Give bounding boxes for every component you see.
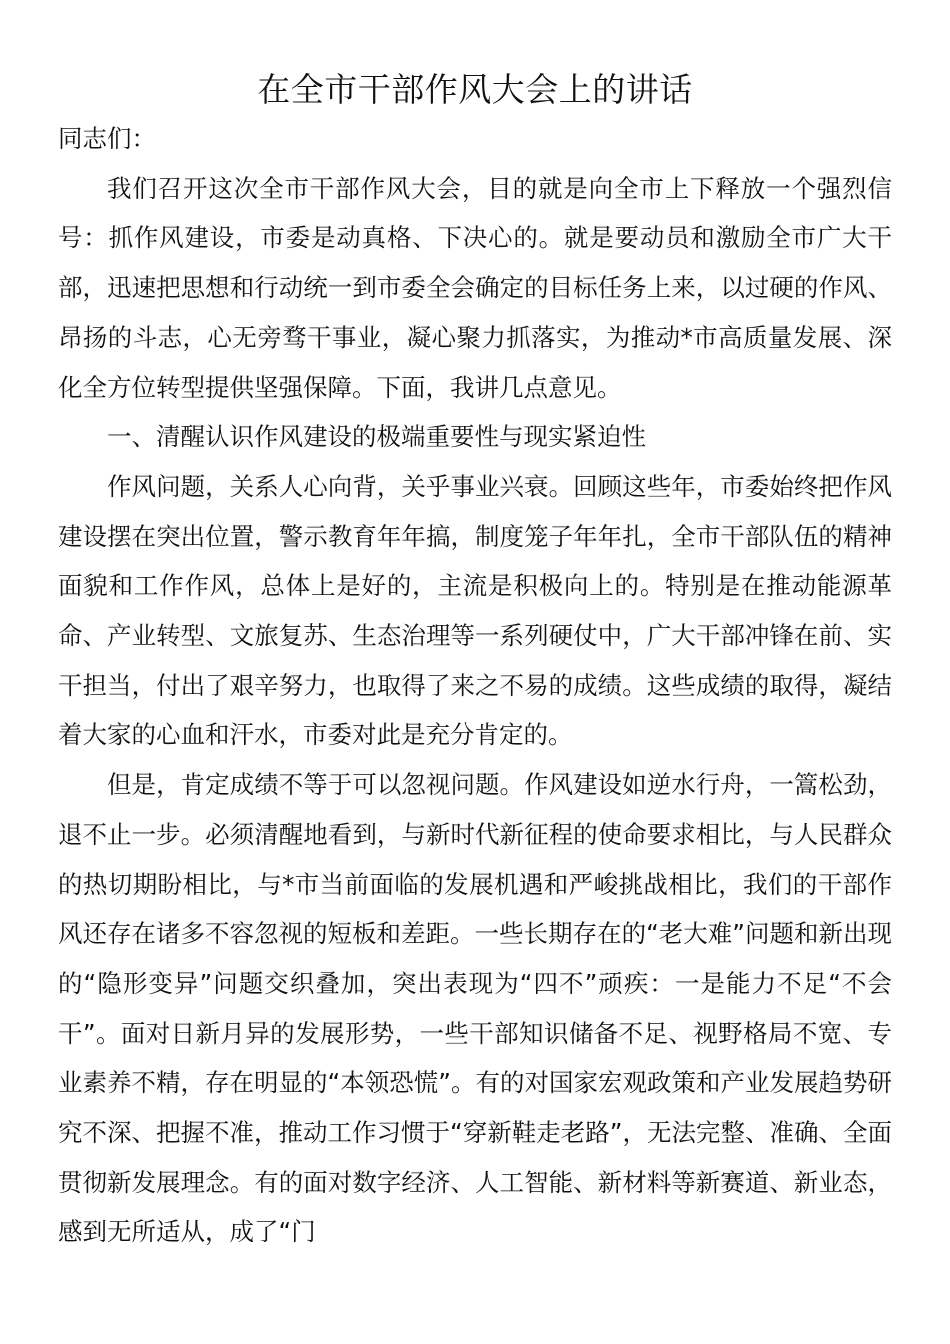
document-title: 在全市干部作风大会上的讲话 [257,70,693,109]
document-body [58,114,892,1257]
paragraph-intro: 我们召开这次全市干部作风大会，目的就是向全市上下释放一个强烈信号：抓作风建设，市委是动真格、下决心的。就是要动员和激励全市广大干部，迅速把思想和行动统一到市委全会确定的目标任务上来，以过硬的作风、昂扬的斗志，心无旁骛干事业，凝心聚力抓落实，为推动*市高质量发展、深化全方位转型提供坚强保障。下面，我讲几点意见。 [58,173,892,402]
salutation: 同志们： [58,124,156,153]
paragraph-achievements: 作风问题，关系人心向背，关乎事业兴衰。回顾这些年，市委始终把作风建设摆在突出位置，警示教育年年搞，制度笼子年年扎，全市干部队伍的精神面貌和工作作风，总体上是好的，主流是积极向上的。特别是在推动能源革命、产业转型、文旅复苏、生态治理等一系列硬仗中，广大干部冲锋在前、实干担当，付出了艰辛努力，也取得了来之不易的成绩。这些成绩的取得，凝结着大家的心血和汗水，市委对此是充分肯定的。 [58,471,892,750]
paragraph-problems: 但是，肯定成绩不等于可以忽视问题。作风建设如逆水行舟，一篙松劲，退不止一步。必须清醒地看到，与新时代新征程的使命要求相比，与人民群众的热切期盼相比，与*市当前面临的发展机遇和严峻挑战相比，我们的干部作风还存在诸多不容忽视的短板和差距。一些长期存在的“老大难”问题和新出现的“隐形变异”问题交织叠加，突出表现为“四不”顽疾：一是能力不足“不会干”。面对日新月异的发展形势，一些干部知识储备不足、视野格局不宽、专业素养不精，存在明显的“本领恐慌”。有的对国家宏观政策和产业发展趋势研究不深、把握不准，推动工作习惯于“穿新鞋走老路”，无法完整、准确、全面贯彻新发展理念。有的面对数字经济、人工智能、新材料等新赛道、新业态，感到无所适从，成了“门 [58,770,892,1247]
section-heading-1: 一、清醒认识作风建设的极端重要性与现实紧迫性 [107,422,646,452]
